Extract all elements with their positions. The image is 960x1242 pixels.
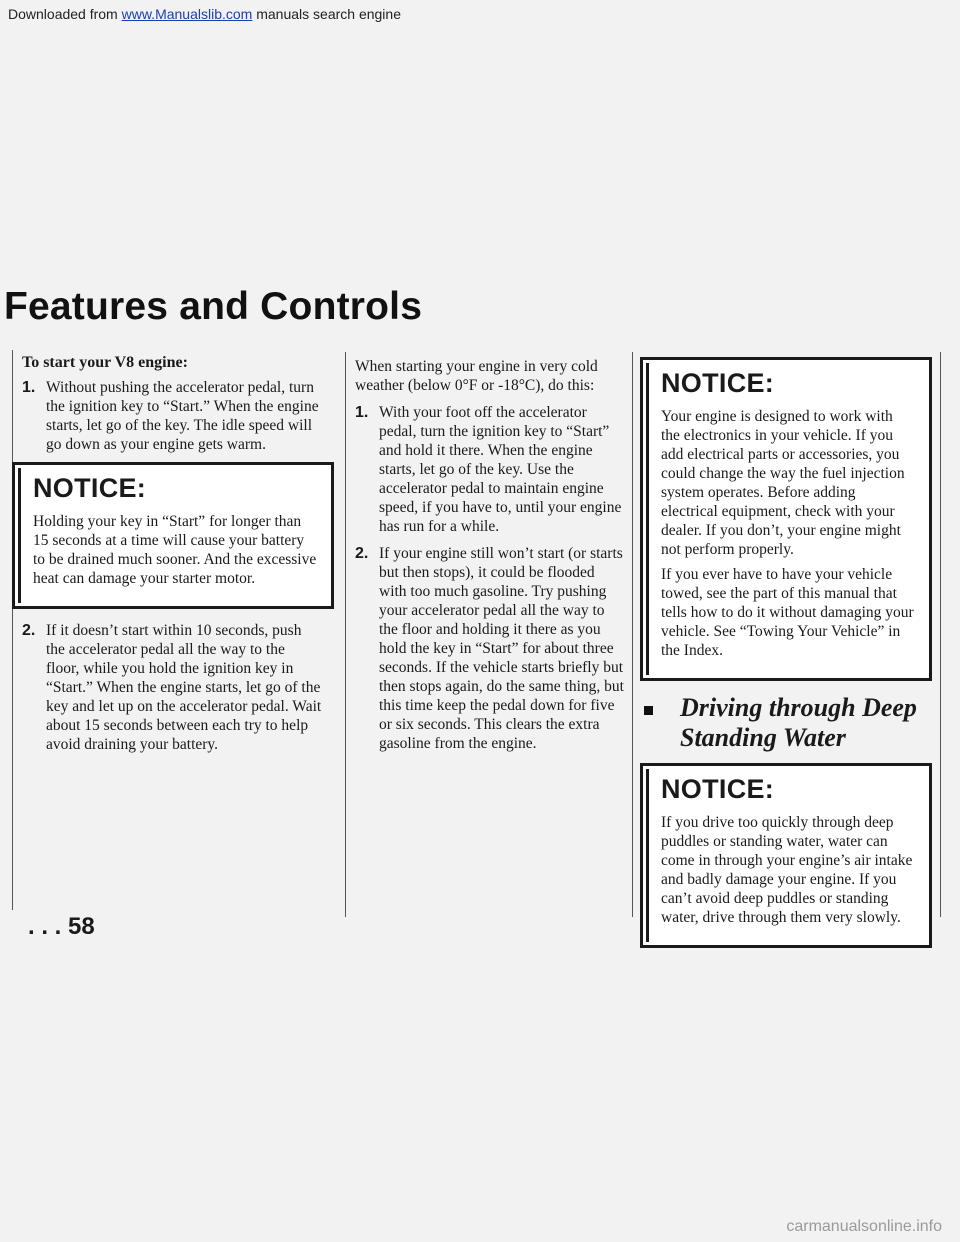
step-number: 2. [22, 622, 36, 639]
header-suffix: manuals search engine [252, 6, 401, 22]
bullet-square-icon [644, 706, 653, 715]
v8-start-steps [22, 378, 322, 454]
step-text: With your foot off the accelerator pedal, turn the ignition key to “Start” and hold it there. When the engine starts, let go of the key. Use the accelerator pedal to maintain engine speed, if you have to, until your engine has run for a while. [379, 404, 622, 535]
column-1 [22, 353, 322, 762]
page-number: . . . 58 [28, 913, 95, 940]
list-item [22, 378, 322, 454]
v8-start-subhead: To start your V8 engine: [22, 354, 188, 371]
step-text: If your engine still won’t start (or starts but then stops), it could be flooded with too much gasoline. Try pushing your accelerator pedal all the way to the floor and holding it there as you hold the key in “Start” for about three seconds. If the vehicle starts briefly but then stops again, do the same thing, but this time keep the pedal down for five or six seconds. This clears the extra gasoline from the engine. [379, 545, 624, 752]
notice-title: NOTICE: [661, 368, 775, 398]
notice-box-electronics [640, 357, 932, 681]
watermark: carmanualsonline.info [786, 1218, 942, 1235]
step-number: 2. [355, 545, 369, 562]
v8-start-steps-cont [22, 621, 322, 754]
download-header [8, 6, 401, 22]
cold-weather-intro: When starting your engine in very cold weather (below 0°F or -18°C), do this: [355, 358, 598, 394]
list-item [355, 403, 625, 536]
step-number: 1. [22, 379, 36, 396]
column-2 [355, 357, 625, 761]
list-item [355, 544, 625, 753]
section-heading-text: Driving through Deep Standing Water [680, 693, 917, 752]
notice-title: NOTICE: [661, 774, 775, 804]
manualslib-link[interactable]: www.Manualslib.com [121, 6, 253, 22]
column-rule-left [12, 350, 13, 910]
step-number: 1. [355, 404, 369, 421]
step-text: If it doesn’t start within 10 seconds, push the accelerator pedal all the way to the floor, while you hold the ignition key in “Start.” When the engine starts, let go of the key and let up on the accelerator pedal. Wait about 15 seconds between each try to help avoid draining your battery. [46, 622, 322, 753]
notice-text-towing: If you ever have to have your vehicle towed, see the part of this manual that tells how to do it without damaging your vehicle. See “Towing Your Vehicle” in the Index. [661, 566, 914, 659]
step-text: Without pushing the accelerator pedal, turn the ignition key to “Start.” When the engine starts, let go of the key. The idle speed will go down as your engine gets warm. [46, 379, 319, 453]
column-rule-middle [345, 352, 346, 917]
notice-text: If you drive too quickly through deep puddles or standing water, water can come in through your engine’s air intake and badly damage your engine. If you can’t avoid deep puddles or standing water, drive through them very slowly. [661, 814, 913, 926]
notice-box-starter [12, 462, 334, 609]
notice-text: Your engine is designed to work with the electronics in your vehicle. If you add electrical parts or accessories, you could change the way the fuel injection system operates. Before adding electrical equipment, check with your dealer. If you don’t, your engine might not perform properly. [661, 408, 905, 558]
section-heading-deep-water [640, 693, 930, 753]
page-title: Features and Controls [4, 285, 423, 328]
cold-start-steps [355, 403, 625, 753]
notice-text: Holding your key in “Start” for longer than 15 seconds at a time will cause your battery to be drained much sooner. And the excessive heat can damage your starter motor. [33, 513, 317, 587]
header-prefix: Downloaded from [8, 6, 122, 22]
column-rule-right [632, 352, 633, 917]
column-rule-far-right [940, 352, 941, 917]
column-3 [640, 357, 930, 948]
list-item [22, 621, 322, 754]
notice-title: NOTICE: [33, 473, 147, 503]
notice-box-deep-water [640, 763, 932, 948]
